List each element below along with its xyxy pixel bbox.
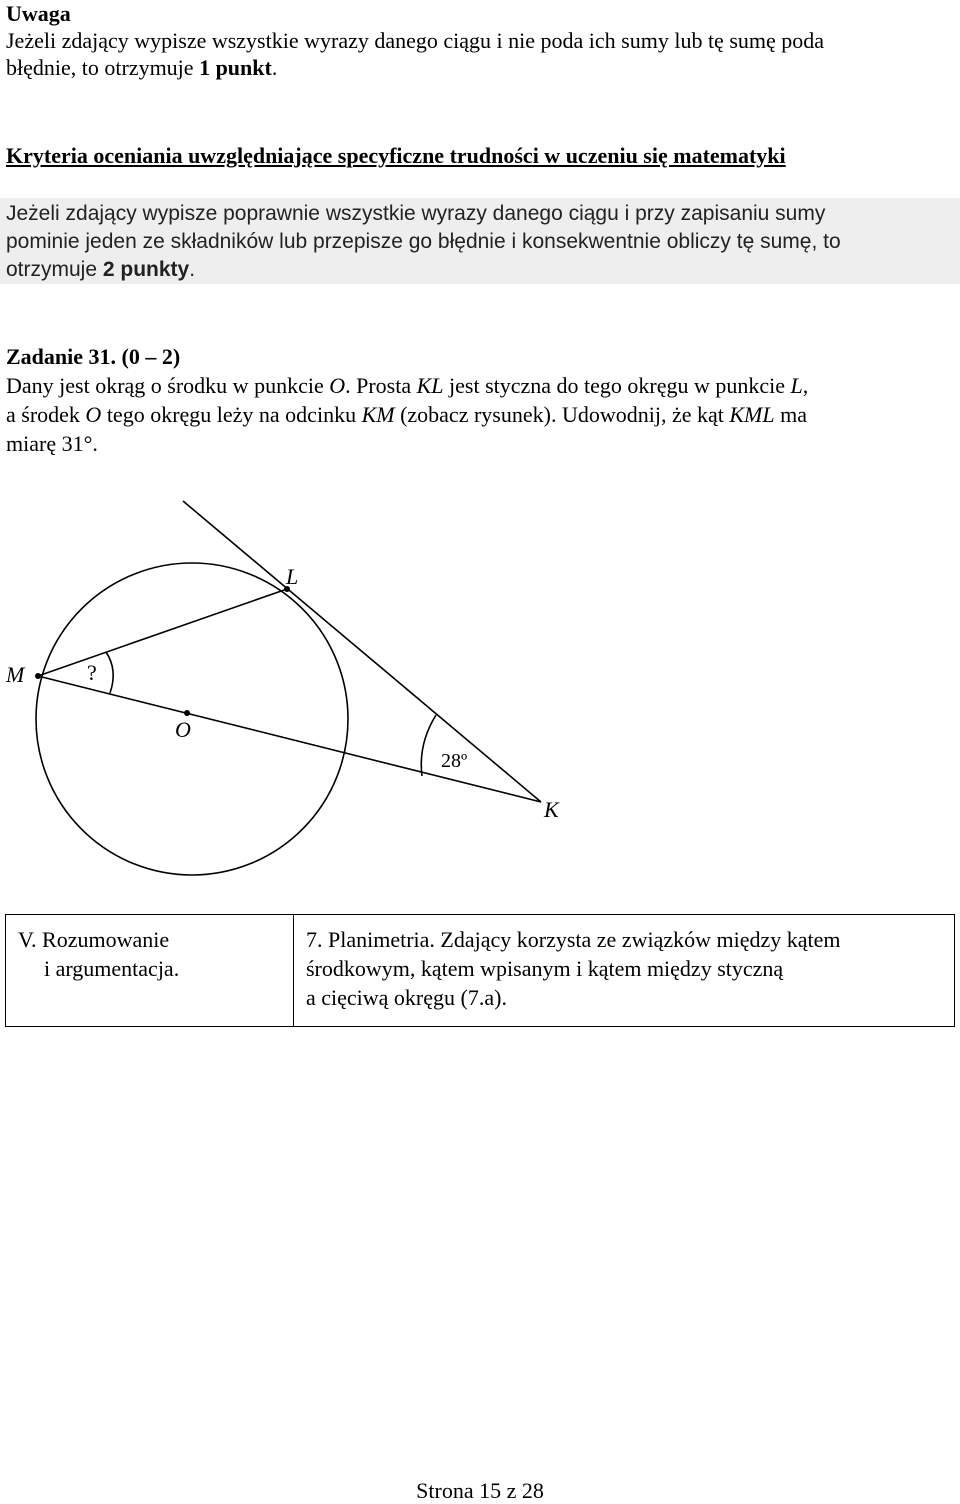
description-line-1: 7. Planimetria. Zdający korzysta ze związków między kątem [306,927,841,952]
criteria-line-1: Jeżeli zdający wypisze poprawnie wszystkie wyrazy danego ciągu i przy zapisaniu sumy [6,202,826,225]
task-heading: Zadanie 31. (0 – 2) [6,344,181,369]
table-row [6,915,955,1027]
criteria-line-3 [6,256,195,284]
task-text: , [802,373,809,398]
task-text: (zobacz rysunek). Udowodnij, że kąt [394,402,730,427]
category-line-1: V. Rozumowanie [18,927,170,952]
point-o [184,710,190,716]
page-number: Strona 15 z 28 [416,1478,544,1503]
segment-name: KM [361,402,395,427]
line-name: KL [416,373,444,398]
requirement-description-cell [294,915,955,1027]
label-l: L [286,564,299,589]
requirement-category-cell [6,915,294,1027]
angle-name: KML [729,402,775,427]
task-line-3: miarę 31°. [6,431,98,456]
label-m: M [6,662,25,687]
note-line-2-prefix: błędnie, to otrzymuje [6,55,200,80]
angle-arc-k [421,715,436,776]
criteria-line-3-suffix: . [189,258,196,281]
note-line-2 [6,54,277,82]
description-line-2: środkowym, kątem wpisanym i kątem między styczną [306,956,784,981]
criteria-points: 2 punkty [102,258,190,281]
label-o: O [175,717,191,742]
geometry-figure [0,490,960,900]
label-k: K [544,797,559,822]
note-heading: Uwaga [6,1,71,26]
task-line-1 [6,372,808,400]
point-name: O [85,402,102,427]
angle-label-28: 28º [441,750,468,772]
task-line-2 [6,401,807,429]
label-question: ? [87,660,97,685]
note-points: 1 punkt [199,55,272,80]
angle-arc-m [106,652,113,693]
point-name: O [329,373,346,398]
description-line-3: a cięciwą okręgu (7.a). [306,985,507,1010]
task-text: a środek [6,402,86,427]
task-text: jest styczna do tego okręgu w punkcie [443,373,791,398]
note-line-1: Jeżeli zdający wypisze wszystkie wyrazy danego ciągu i nie poda ich sumy lub tę sumę poda [6,28,825,53]
segment-ml [38,589,287,676]
circle [36,563,348,875]
note-line-2-suffix: . [271,55,278,80]
point-m [35,673,41,679]
point-name: L [790,373,803,398]
requirements-table [5,914,955,1027]
task-text: tego okręgu leży na odcinku [101,402,362,427]
criteria-heading: Kryteria oceniania uwzględniające specyficzne trudności w uczeniu się matematyki [6,143,786,168]
criteria-line-2: pominie jeden ze składników lub przepisze go błędnie i konsekwentnie obliczy tę sumę, to [6,230,841,253]
task-text: ma [774,402,807,427]
category-line-2: i argumentacja. [44,956,180,981]
task-text: . Prosta [345,373,417,398]
criteria-line-3-prefix: otrzymuje [6,258,103,281]
task-text: Dany jest okrąg o środku w punkcie [6,373,330,398]
